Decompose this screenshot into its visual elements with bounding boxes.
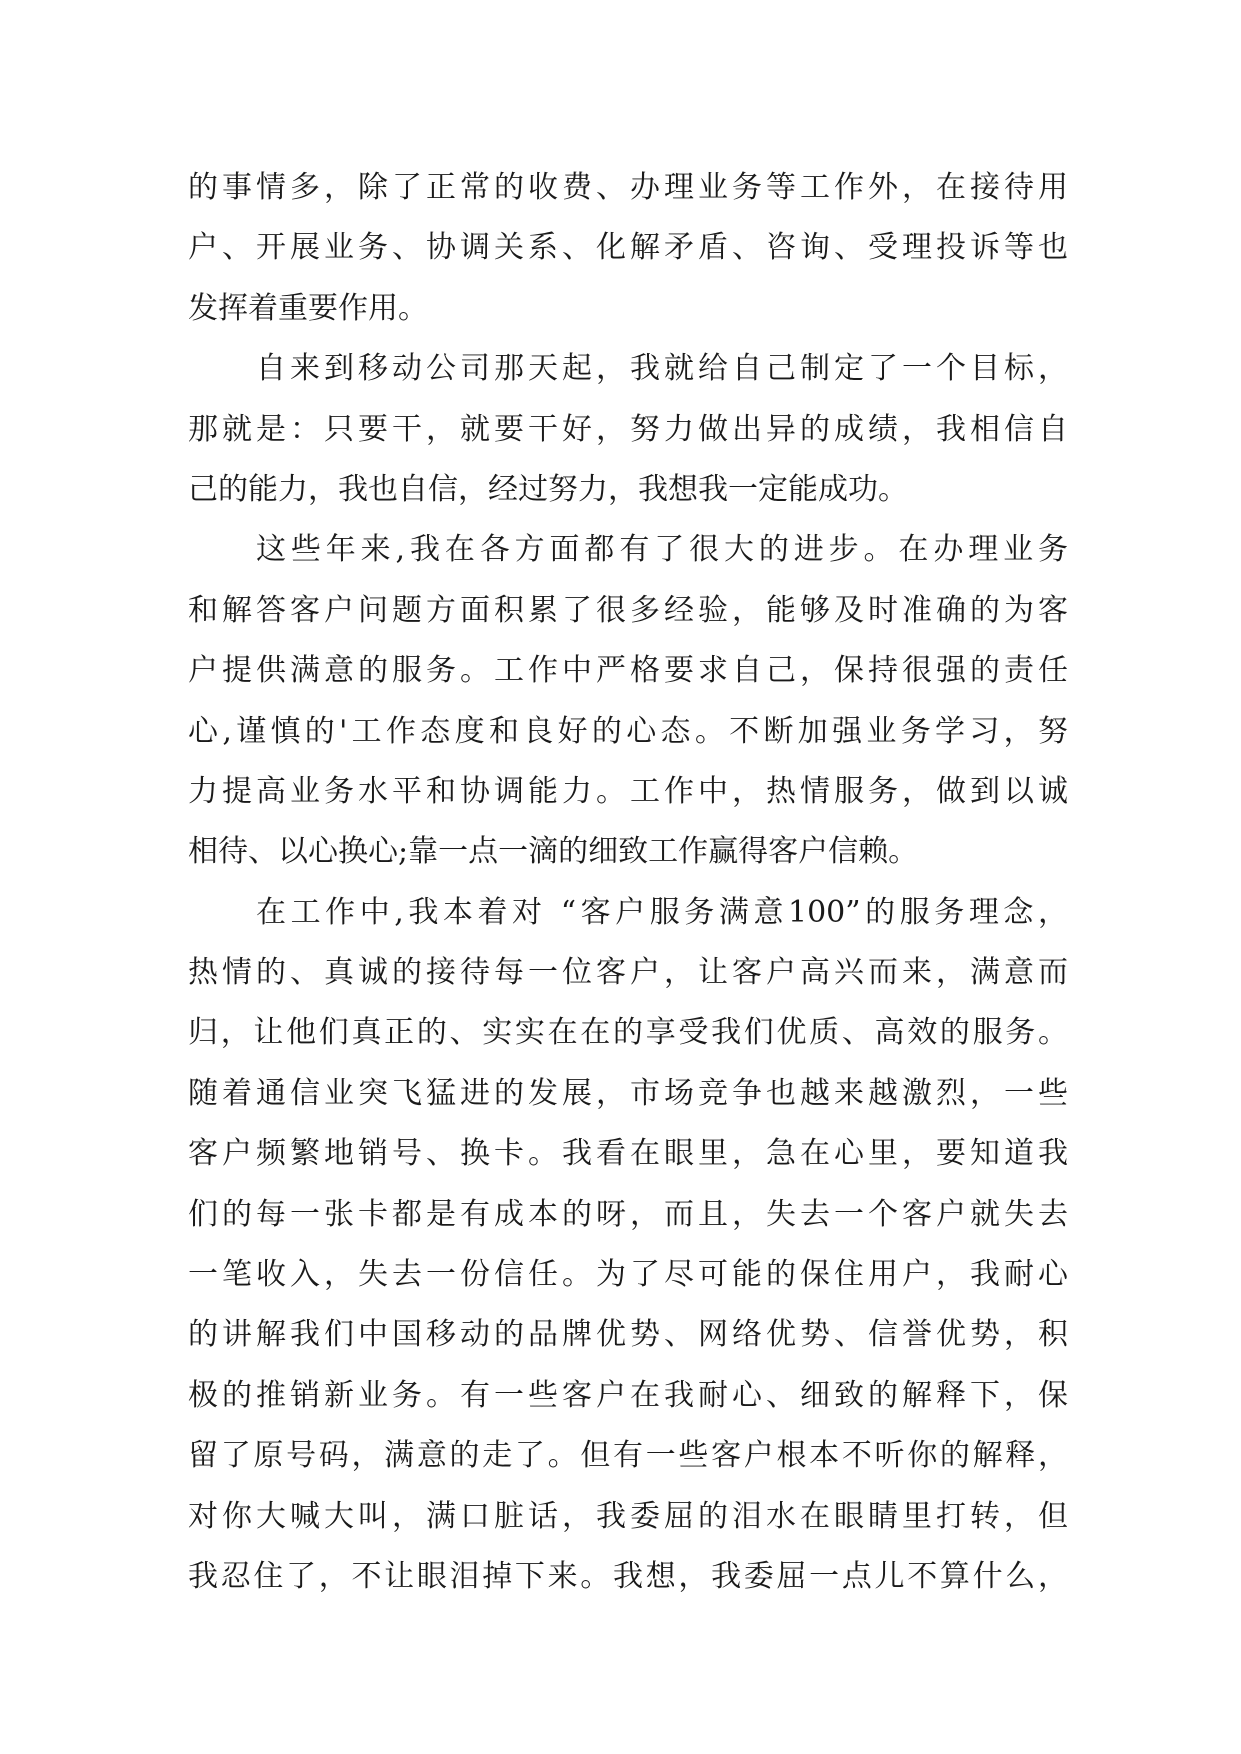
text-line: 们的每一张卡都是有成本的呀，而且，失去一个客户就失去 — [188, 1196, 1068, 1232]
text-line: 那就是：只要干，就要干好，努力做出异的成绩，我相信自 — [188, 411, 1068, 447]
text-line: 客户频繁地销号、换卡。我看在眼里，急在心里，要知道我 — [188, 1136, 1068, 1172]
text-line: 在工作中,我本着对 “客户服务满意100”的服务理念， — [256, 894, 1068, 930]
text-line: 对你大喊大叫，满口脏话，我委屈的泪水在眼睛里打转，但 — [188, 1498, 1068, 1534]
text-line: 留了原号码，满意的走了。但有一些客户根本不听你的解释， — [188, 1438, 1068, 1474]
text-line: 心,谨慎的'工作态度和良好的心态。不断加强业务学习，努 — [188, 713, 1068, 749]
paragraph — [188, 520, 1068, 882]
text-line: 力提高业务水平和协调能力。工作中，热情服务，做到以诚 — [188, 773, 1068, 809]
paragraph — [188, 158, 1068, 339]
text-line: 自来到移动公司那天起，我就给自己制定了一个目标， — [256, 351, 1068, 387]
text-line: 己的能力，我也自信，经过努力，我想我一定能成功。 — [188, 471, 908, 507]
text-line: 归，让他们真正的、实实在在的享受我们优质、高效的服务。 — [188, 1015, 1068, 1051]
text-line: 一笔收入，失去一份信任。为了尽可能的保住用户，我耐心 — [188, 1257, 1068, 1293]
paragraph — [188, 339, 1068, 520]
text-line: 我忍住了，不让眼泪掉下来。我想，我委屈一点儿不算什么， — [188, 1558, 1068, 1594]
text-line: 户、开展业务、协调关系、化解矛盾、咨询、受理投诉等也 — [188, 230, 1068, 266]
text-line: 户提供满意的服务。工作中严格要求自己，保持很强的责任 — [188, 653, 1068, 689]
text-line: 这些年来,我在各方面都有了很大的进步。在办理业务 — [256, 532, 1068, 568]
text-line: 的讲解我们中国移动的品牌优势、网络优势、信誉优势，积 — [188, 1317, 1068, 1353]
document-body — [188, 158, 1068, 1607]
text-line: 极的推销新业务。有一些客户在我耐心、细致的解释下，保 — [188, 1377, 1068, 1413]
text-line: 热情的、真诚的接待每一位客户，让客户高兴而来，满意而 — [188, 955, 1068, 991]
text-line: 相待、以心换心;靠一点一滴的细致工作赢得客户信赖。 — [188, 834, 919, 870]
text-line: 的事情多，除了正常的收费、办理业务等工作外，在接待用 — [188, 170, 1068, 205]
text-line: 发挥着重要作用。 — [188, 290, 428, 326]
text-line: 随着通信业突飞猛进的发展，市场竞争也越来越激烈，一些 — [188, 1075, 1068, 1111]
paragraph — [188, 883, 1068, 1608]
text-line: 和解答客户问题方面积累了很多经验，能够及时准确的为客 — [188, 592, 1068, 628]
